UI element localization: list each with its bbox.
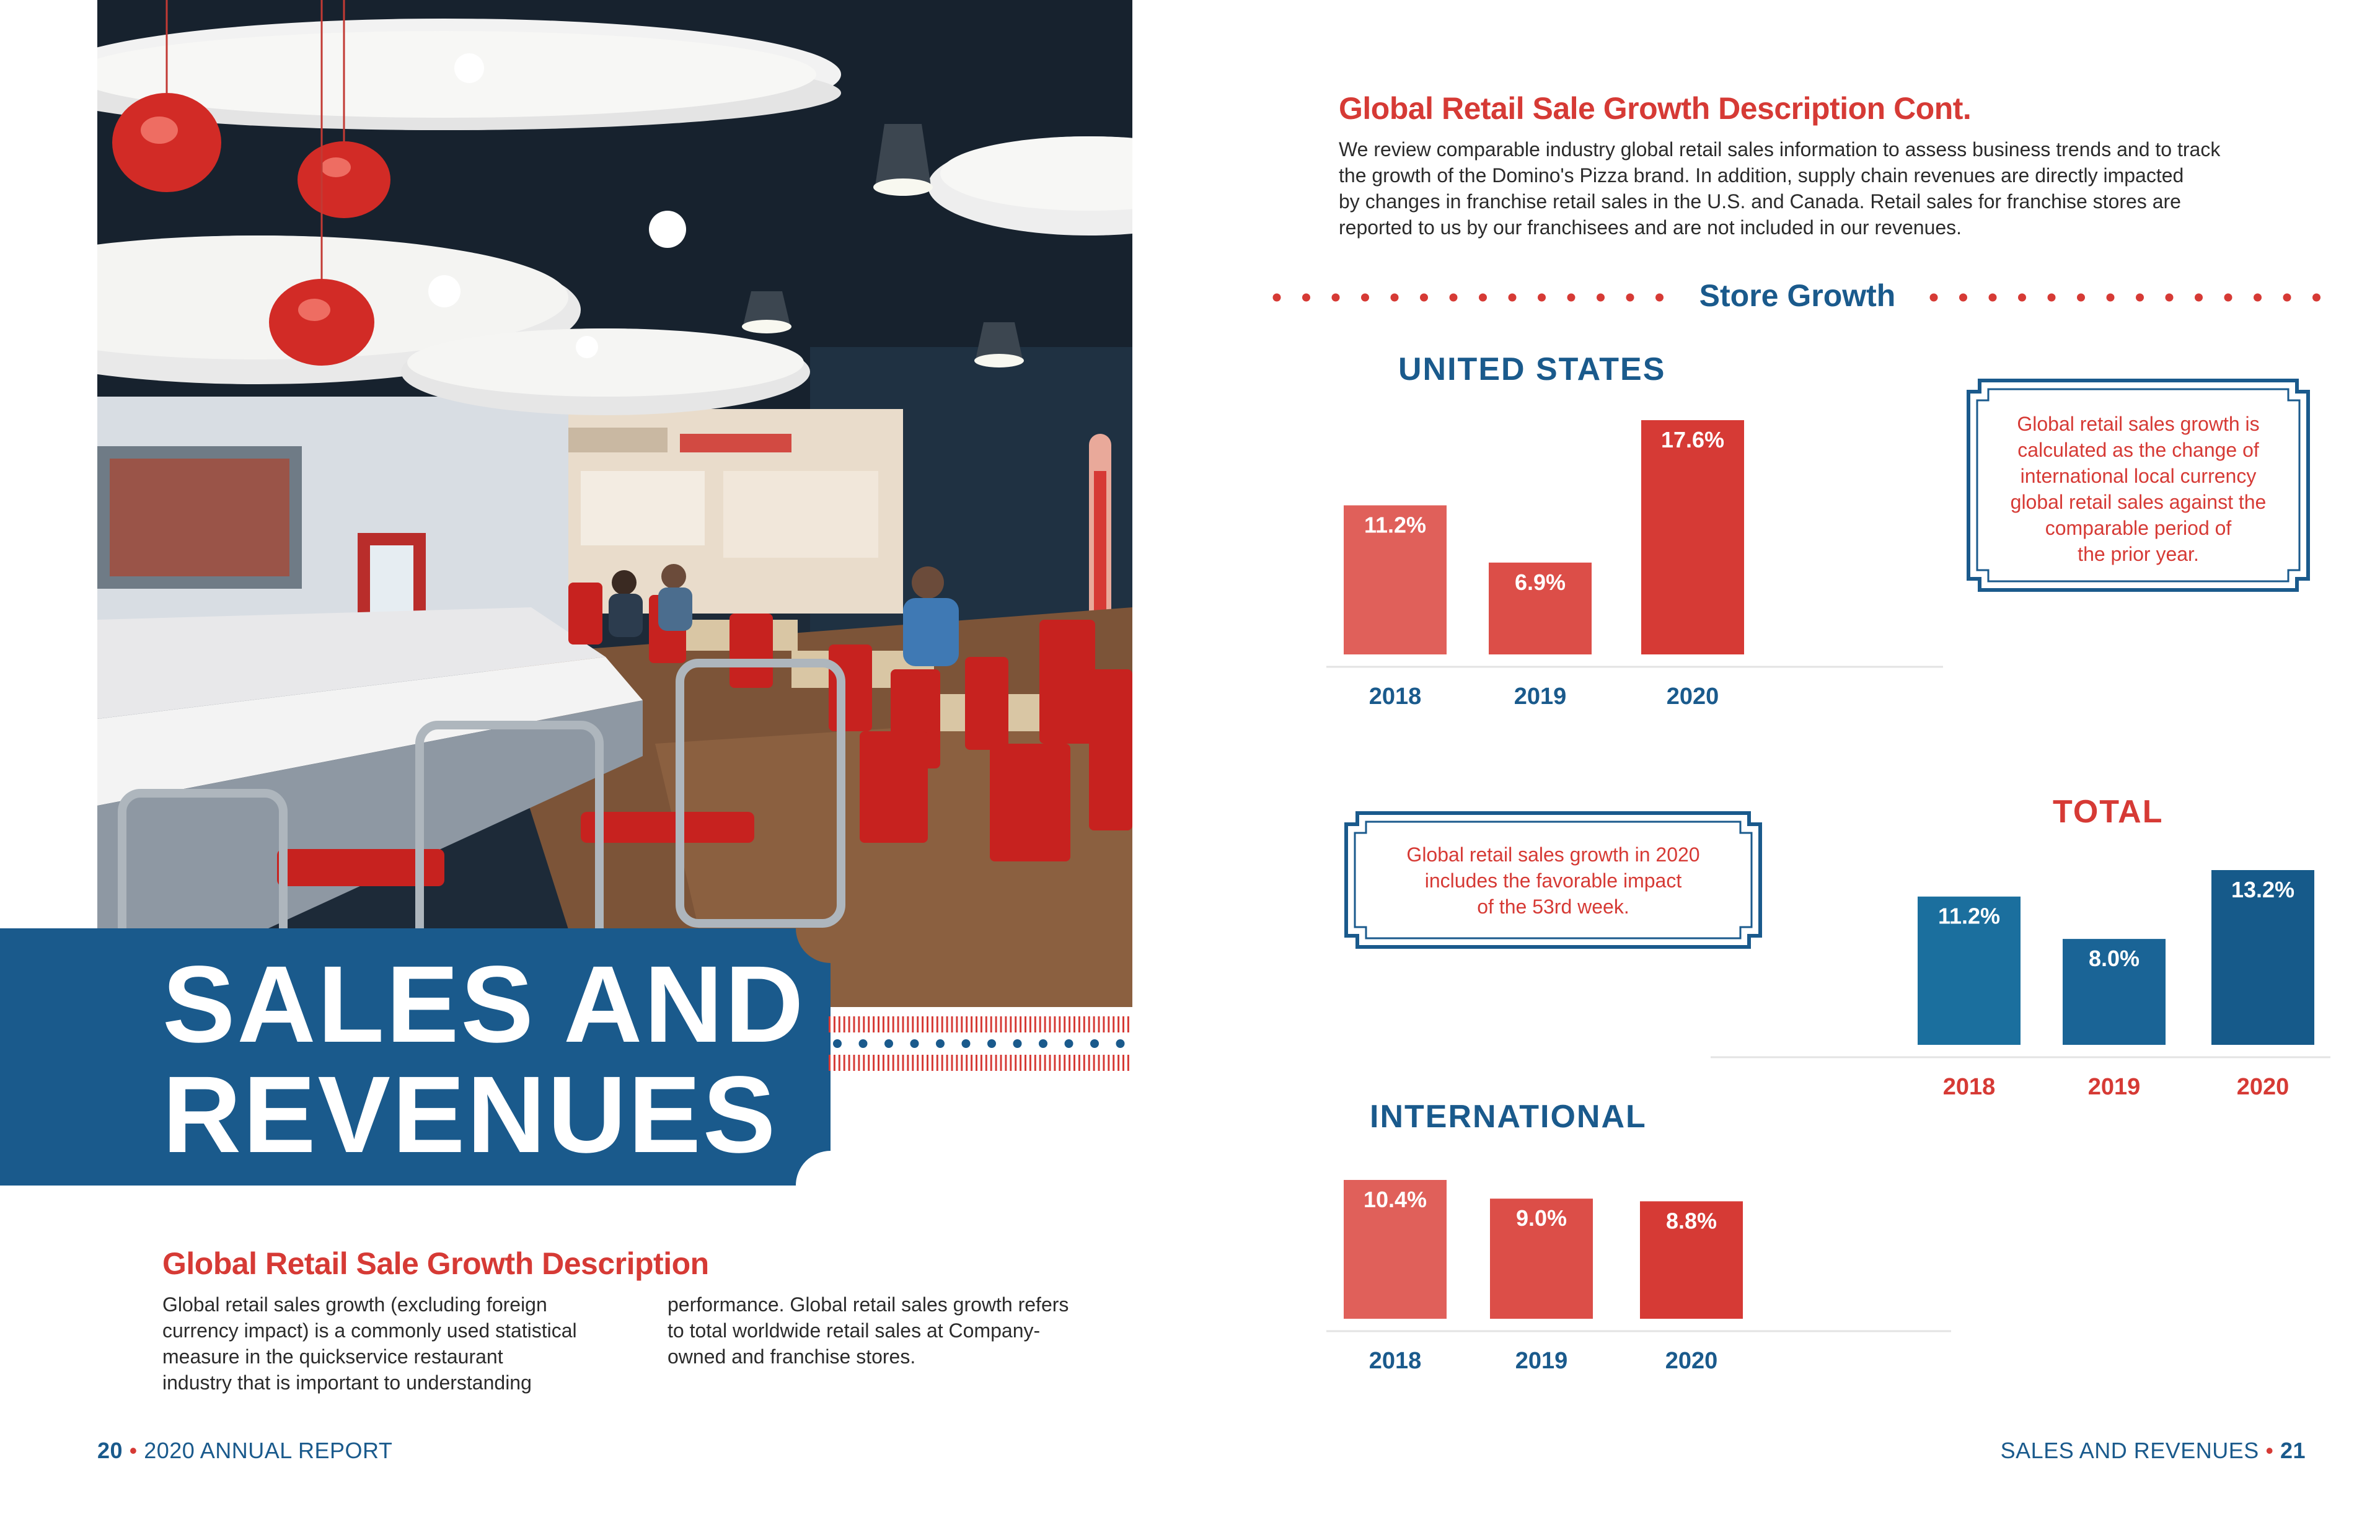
stripe-tick (976, 1055, 977, 1071)
left-body-column-2 (668, 1291, 1126, 1370)
stripe-tick (1015, 1055, 1016, 1071)
category-label: 2018 (1942, 1074, 1996, 1100)
stripe-tick (1073, 1016, 1075, 1032)
stripe-tick (946, 1016, 948, 1032)
note-line: global retail sales against the (2010, 491, 2267, 513)
right-section-heading: Global Retail Sale Growth Description Cont. (1339, 91, 1972, 126)
stripe-tick (878, 1055, 879, 1071)
text-line: industry that is important to understanding (162, 1371, 532, 1394)
bar-value-label: 11.2% (1937, 903, 2001, 929)
stripe-dot (910, 1039, 919, 1048)
stripe-tick (902, 1016, 904, 1032)
stripe-tick (1059, 1016, 1060, 1032)
red-dot-divider (1928, 291, 2324, 304)
stripe-dot (833, 1039, 842, 1048)
stripe-tick (1000, 1055, 1002, 1071)
section-title-banner (0, 928, 831, 1186)
category-label: 2018 (1368, 1348, 1422, 1374)
stripe-tick (873, 1016, 875, 1032)
stripe-tick (1078, 1016, 1080, 1032)
bar-value-label: 13.2% (2231, 877, 2295, 902)
stripe-dot (1065, 1039, 1073, 1048)
note-box-calculation (1965, 377, 2312, 594)
decorative-dot-stripe (826, 1015, 1132, 1072)
bullet-dot-icon: • (2265, 1438, 2274, 1463)
stripe-tick (844, 1016, 845, 1032)
stripe-tick (1020, 1016, 1021, 1032)
stripe-tick (937, 1016, 938, 1032)
note-line: comparable period of (2045, 517, 2232, 539)
stripe-tick (888, 1055, 889, 1071)
stripe-tick (858, 1055, 860, 1071)
stripe-tick (844, 1055, 845, 1071)
bar-value-label: 11.2% (1364, 512, 1427, 538)
chart-title-united-states: UNITED STATES (1398, 351, 1666, 387)
stripe-tick (892, 1016, 894, 1032)
stripe-tick (946, 1055, 948, 1071)
right-body-text (1339, 136, 2318, 240)
section-title: SALES AND REVENUES (162, 944, 806, 1176)
stripe-tick (951, 1055, 953, 1071)
note-line: Global retail sales growth in 2020 (1406, 843, 1700, 866)
stripe-tick (912, 1016, 914, 1032)
stripe-tick (995, 1016, 997, 1032)
stripe-tick (981, 1055, 982, 1071)
stripe-tick (907, 1016, 909, 1032)
stripe-tick (853, 1055, 855, 1071)
stripe-tick (848, 1055, 850, 1071)
stripe-tick (917, 1055, 919, 1071)
stripe-tick (941, 1016, 943, 1032)
stripe-tick (1010, 1016, 1011, 1032)
text-line: by changes in franchise retail sales in the U.S. and Canada. Retail sales for franchise stores are (1339, 190, 2181, 213)
stripe-tick (1010, 1055, 1011, 1071)
stripe-tick (922, 1055, 923, 1071)
international-bar-chart (1326, 1165, 1946, 1388)
stripe-tick (961, 1055, 963, 1071)
stripe-tick (932, 1055, 933, 1071)
note-line: of the 53rd week. (1477, 895, 1629, 918)
note-line: Global retail sales growth is (2017, 413, 2260, 435)
divider-dot (2195, 294, 2203, 302)
stripe-tick (1025, 1016, 1026, 1032)
divider-dot (2107, 294, 2115, 302)
stripe-tick (1083, 1016, 1085, 1032)
stripe-tick (1059, 1055, 1060, 1071)
stripe-tick (1093, 1055, 1095, 1071)
stripe-tick (1044, 1016, 1046, 1032)
stripe-tick (907, 1055, 909, 1071)
stripe-tick (1098, 1055, 1100, 1071)
stripe-tick (1064, 1055, 1065, 1071)
stripe-tick (1029, 1055, 1031, 1071)
note-line: the prior year. (2078, 543, 2199, 565)
stripe-tick (1054, 1016, 1056, 1032)
text-line: owned and franchise stores. (668, 1345, 916, 1368)
stripe-tick (1039, 1016, 1041, 1032)
stripe-tick (839, 1016, 840, 1032)
stripe-tick (1083, 1055, 1085, 1071)
stripe-dot (884, 1039, 893, 1048)
stripe-tick (1034, 1055, 1036, 1071)
stripe-tick (829, 1055, 831, 1071)
bullet-dot-icon: • (129, 1438, 138, 1463)
text-line: currency impact) is a commonly used statistical (162, 1319, 577, 1342)
bar-value-label: 9.0% (1515, 1205, 1567, 1231)
divider-dot (2048, 294, 2056, 302)
divider-dot (1930, 294, 1938, 302)
stripe-tick (922, 1016, 923, 1032)
stripe-tick (971, 1016, 972, 1032)
stripe-tick (1049, 1055, 1051, 1071)
stripe-tick (1103, 1016, 1104, 1032)
stripe-tick (868, 1016, 870, 1032)
stripe-tick (941, 1055, 943, 1071)
stripe-tick (1000, 1016, 1002, 1032)
category-label: 2020 (1666, 684, 1719, 710)
stripe-tick (883, 1016, 884, 1032)
stripe-dot (1013, 1039, 1022, 1048)
category-label: 2020 (2236, 1074, 2290, 1100)
stripe-tick (951, 1016, 953, 1032)
text-line: We review comparable industry global retail sales information to assess business trends and to track (1339, 138, 2221, 161)
stripe-tick (971, 1055, 972, 1071)
stripe-tick (995, 1055, 997, 1071)
stripe-tick (927, 1055, 928, 1071)
bar-value-label: 6.9% (1514, 569, 1566, 595)
stripe-tick (990, 1055, 992, 1071)
chart-title-international: INTERNATIONAL (1370, 1099, 1647, 1135)
stripe-tick (888, 1016, 889, 1032)
stripe-tick (981, 1016, 982, 1032)
chart-title-total: TOTAL (2053, 794, 2164, 830)
stripe-tick (892, 1055, 894, 1071)
total-bar-chart (1711, 855, 2330, 1103)
stripe-tick (912, 1055, 914, 1071)
left-body-column-1 (162, 1291, 640, 1396)
stripe-tick (1093, 1016, 1095, 1032)
stripe-tick (853, 1016, 855, 1032)
bar-value-label: 8.8% (1665, 1208, 1717, 1234)
stripe-dot (1116, 1039, 1125, 1048)
stripe-tick (985, 1016, 987, 1032)
stripe-tick (932, 1016, 933, 1032)
stripe-tick (848, 1016, 850, 1032)
stripe-tick (1108, 1016, 1109, 1032)
stripe-tick (868, 1055, 870, 1071)
stripe-tick (873, 1055, 875, 1071)
stripe-tick (858, 1016, 860, 1032)
stripe-tick (863, 1016, 865, 1032)
stripe-tick (1064, 1016, 1065, 1032)
divider-dot (2224, 294, 2232, 302)
stripe-tick (937, 1055, 938, 1071)
stripe-tick (1005, 1016, 1007, 1032)
text-line: to total worldwide retail sales at Company- (668, 1319, 1041, 1342)
stripe-tick (883, 1055, 884, 1071)
divider-dot (2018, 294, 2026, 302)
stripe-tick (1073, 1055, 1075, 1071)
stripe-tick (1113, 1055, 1114, 1071)
stripe-tick (1078, 1055, 1080, 1071)
divider-dot (2312, 294, 2320, 302)
stripe-tick (839, 1055, 840, 1071)
stripe-tick (927, 1016, 928, 1032)
stripe-dot (936, 1039, 945, 1048)
stripe-dot (1039, 1039, 1047, 1048)
text-line: the growth of the Domino's Pizza brand. In addition, supply chain revenues are directly impacted (1339, 164, 2184, 187)
stripe-dot (1090, 1039, 1099, 1048)
stripe-tick (917, 1016, 919, 1032)
store-growth-header (1271, 273, 2324, 322)
stripe-tick (897, 1016, 899, 1032)
stripe-tick (834, 1055, 835, 1071)
stripe-tick (1029, 1016, 1031, 1032)
stripe-tick (829, 1016, 831, 1032)
category-label: 2018 (1368, 684, 1422, 710)
footer-label: 2020 ANNUAL REPORT (144, 1438, 393, 1463)
stripe-tick (966, 1055, 967, 1071)
page-number: 21 (2280, 1438, 2306, 1463)
stripe-tick (956, 1016, 958, 1032)
stripe-tick (985, 1055, 987, 1071)
stripe-tick (1108, 1055, 1109, 1071)
divider-dot (2166, 294, 2174, 302)
note-line: international local currency (2020, 465, 2257, 487)
stripe-tick (902, 1055, 904, 1071)
stripe-tick (1122, 1016, 1124, 1032)
divider-dot (2283, 294, 2291, 302)
stripe-tick (1127, 1016, 1129, 1032)
bar-value-label: 10.4% (1363, 1187, 1427, 1212)
stripe-tick (1049, 1016, 1051, 1032)
stripe-tick (834, 1016, 835, 1032)
stripe-dot (859, 1039, 868, 1048)
note-line: includes the favorable impact (1424, 869, 1682, 892)
restaurant-interior-photo (97, 0, 1132, 1007)
stripe-tick (1005, 1055, 1007, 1071)
text-line: measure in the quickservice restaurant (162, 1345, 503, 1368)
stripe-tick (966, 1016, 967, 1032)
page-number: 20 (97, 1438, 123, 1463)
left-section-heading: Global Retail Sale Growth Description (162, 1246, 709, 1281)
footer-label: SALES AND REVENUES (2000, 1438, 2259, 1463)
stripe-tick (1088, 1016, 1090, 1032)
category-label: 2019 (1515, 1348, 1568, 1374)
stripe-tick (1015, 1016, 1016, 1032)
stripe-tick (1025, 1055, 1026, 1071)
divider-dot (2254, 294, 2262, 302)
footer-left (97, 1438, 392, 1464)
stripe-tick (1127, 1055, 1129, 1071)
footer-right (2001, 1438, 2306, 1464)
category-label: 2020 (1665, 1348, 1718, 1374)
stripe-tick (1113, 1016, 1114, 1032)
stripe-tick (990, 1016, 992, 1032)
stripe-dot (987, 1039, 996, 1048)
stripe-tick (1098, 1016, 1100, 1032)
bar-value-label: 8.0% (2088, 946, 2140, 972)
stripe-tick (961, 1016, 963, 1032)
note-box-53rd-week (1342, 809, 1764, 951)
stripe-tick (1122, 1055, 1124, 1071)
stripe-tick (1044, 1055, 1046, 1071)
stripe-tick (1020, 1055, 1021, 1071)
stripe-dot (962, 1039, 971, 1048)
stripe-tick (1103, 1055, 1104, 1071)
stripe-tick (1039, 1055, 1041, 1071)
stripe-tick (1034, 1016, 1036, 1032)
stripe-tick (878, 1016, 879, 1032)
note-line: calculated as the change of (2017, 439, 2259, 461)
stripe-tick (1054, 1055, 1056, 1071)
text-line: performance. Global retail sales growth refers (668, 1293, 1069, 1316)
text-line: Global retail sales growth (excluding foreign (162, 1293, 547, 1316)
stripe-tick (1117, 1055, 1119, 1071)
stripe-tick (976, 1016, 977, 1032)
bar-2020 (1641, 420, 1744, 654)
stripe-tick (1069, 1055, 1070, 1071)
category-label: 2019 (2087, 1074, 2141, 1100)
stripe-tick (1069, 1016, 1070, 1032)
divider-dot (1989, 294, 1997, 302)
divider-dot (2077, 294, 2085, 302)
stripe-tick (956, 1055, 958, 1071)
stripe-tick (863, 1055, 865, 1071)
united-states-bar-chart (1326, 397, 1946, 719)
stripe-tick (897, 1055, 899, 1071)
divider-dot (1959, 294, 1967, 302)
stripe-tick (1088, 1055, 1090, 1071)
store-growth-title: Store Growth (1699, 278, 1896, 313)
divider-dot (2136, 294, 2144, 302)
text-line: reported to us by our franchisees and are not included in our revenues. (1339, 216, 1962, 239)
bar-value-label: 17.6% (1660, 427, 1725, 452)
stripe-tick (1117, 1016, 1119, 1032)
category-label: 2019 (1514, 684, 1567, 710)
